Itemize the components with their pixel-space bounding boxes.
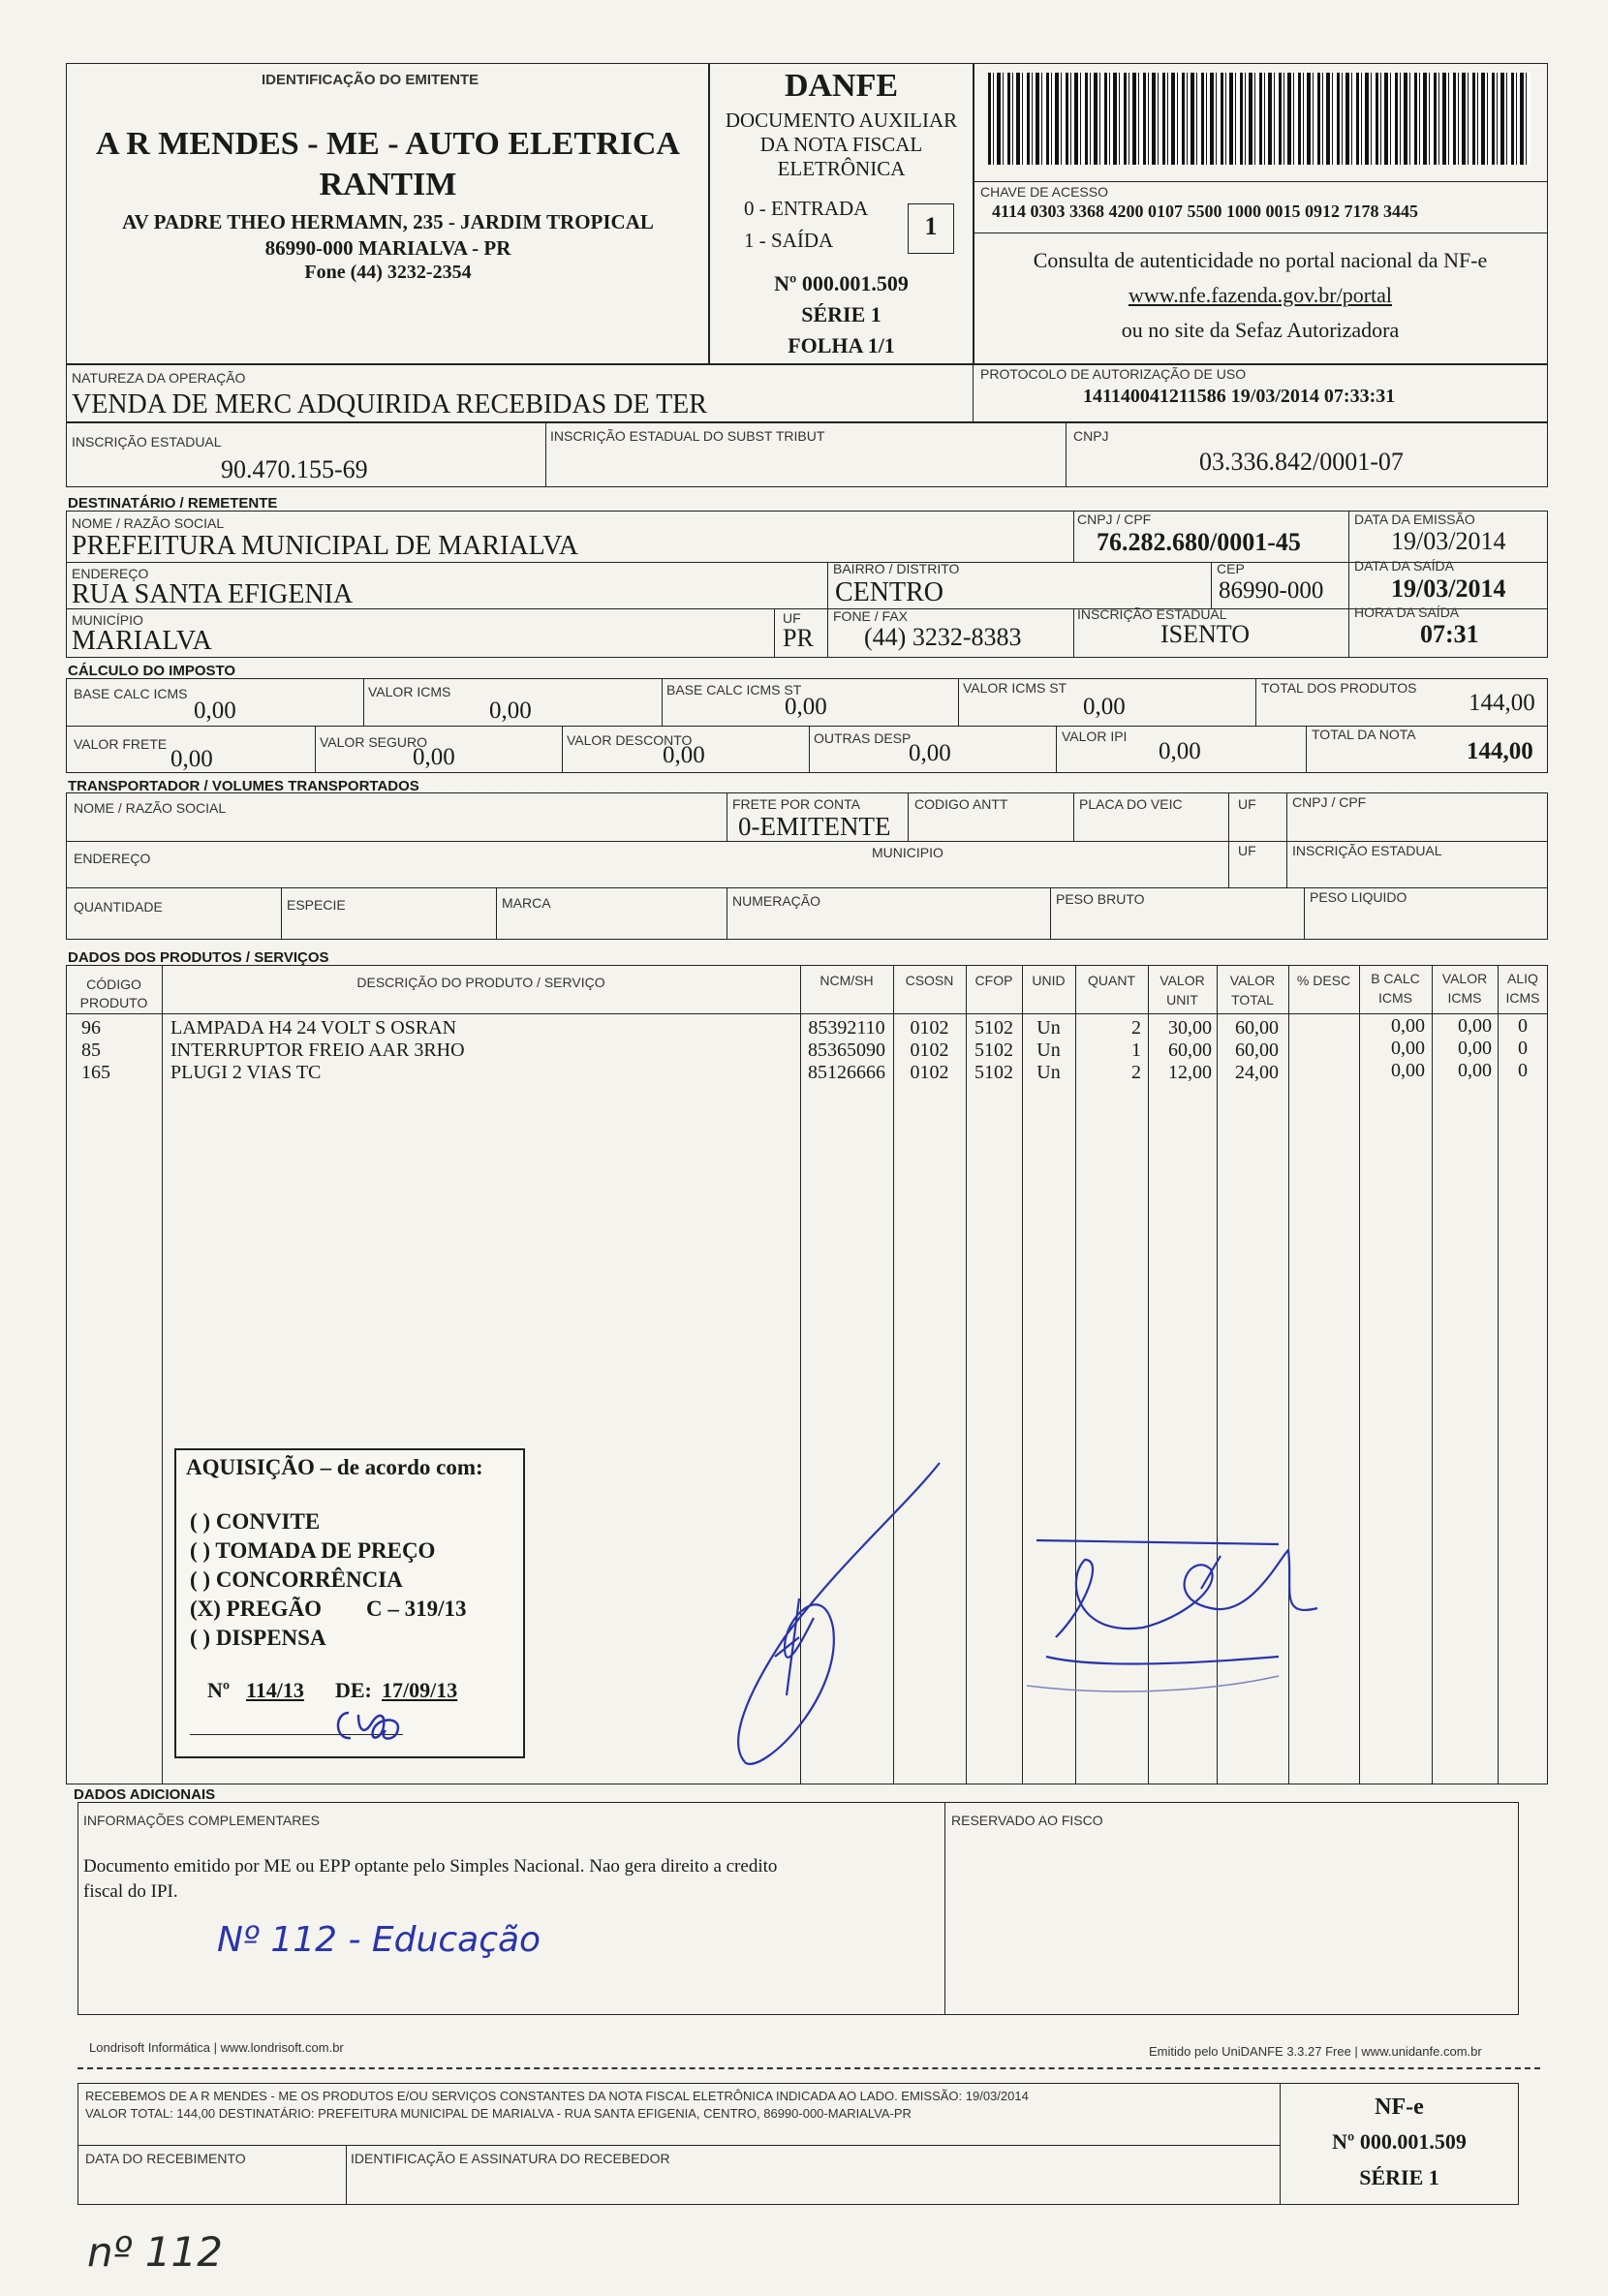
transp-ie-label: INSCRIÇÃO ESTADUAL — [1292, 843, 1442, 858]
protocolo-value: 141140041211586 19/03/2014 07:33:31 — [1083, 386, 1396, 407]
cell-codigo: 96 — [81, 1017, 101, 1039]
ie-value: 90.470.155-69 — [221, 455, 368, 483]
danfe-serie: SÉRIE 1 — [801, 302, 881, 326]
dest-bairro: CENTRO — [835, 577, 943, 607]
info-line-2: fiscal do IPI. — [83, 1881, 178, 1902]
cell-unid: Un — [1036, 1039, 1061, 1061]
h-vicms-1: VALOR — [1441, 971, 1488, 986]
dest-fone-label: FONE / FAX — [833, 608, 909, 624]
cell-descricao: PLUGI 2 VIAS TC — [170, 1062, 322, 1083]
danfe-title: DANFE — [784, 68, 899, 104]
transp-peso-liquido-label: PESO LIQUIDO — [1310, 889, 1407, 905]
dest-municipio-label: MUNICÍPIO — [72, 612, 143, 628]
handwritten-note: Nº 112 - Educação — [217, 1920, 541, 1960]
transportador-section: TRANSPORTADOR / VOLUMES TRANSPORTADOS — [68, 778, 419, 794]
emitente-nome-2: RANTIM — [319, 167, 457, 202]
dest-cnpj: 76.282.680/0001-45 — [1097, 528, 1301, 556]
signature-right — [1027, 1521, 1376, 1715]
dest-endereco-label: ENDEREÇO — [72, 566, 149, 581]
cell-bcalc: 0,00 — [1391, 1015, 1425, 1037]
transp-uf2-label: UF — [1238, 843, 1256, 858]
imposto-section: CÁLCULO DO IMPOSTO — [68, 663, 236, 679]
dest-bairro-label: BAIRRO / DISTRITO — [833, 561, 960, 576]
consulta-3: ou no site da Sefaz Autorizadora — [1121, 318, 1400, 342]
cell-aliq: 0 — [1518, 1060, 1528, 1081]
emitente-nome: A R MENDES - ME - AUTO ELETRICA — [96, 126, 680, 162]
footer-left: Londrisoft Informática | www.londrisoft.com.br — [89, 2040, 344, 2055]
cell-aliq: 0 — [1518, 1038, 1528, 1059]
emitente-label: IDENTIFICAÇÃO DO EMITENTE — [262, 72, 479, 88]
dest-nome: PREFEITURA MUNICIPAL DE MARIALVA — [72, 531, 579, 561]
fisco-label: RESERVADO AO FISCO — [951, 1813, 1103, 1828]
cnpj-label: CNPJ — [1073, 428, 1109, 444]
aquisicao-de: DE: — [335, 1678, 372, 1702]
base-st: 0,00 — [785, 694, 827, 720]
dest-hora: 07:31 — [1420, 620, 1479, 648]
transp-nome-label: NOME / RAZÃO SOCIAL — [74, 800, 227, 816]
h-vtotal-2: TOTAL — [1231, 992, 1274, 1008]
dest-saida-label: DATA DA SAÍDA — [1354, 558, 1454, 574]
cell-ncm: 85392110 — [808, 1017, 885, 1039]
cell-csosn: 0102 — [910, 1062, 949, 1083]
h-aliq-2: ICMS — [1505, 990, 1540, 1006]
aquisicao-pregao-num: C – 319/13 — [366, 1597, 467, 1621]
canhoto-text-2: VALOR TOTAL: 144,00 DESTINATÁRIO: PREFEITURA MUNICIPAL DE MARIALVA - RUA SANTA EFIGENIA, CENTRO, 86990-000-MARIALVA-PR — [85, 2106, 912, 2121]
cell-vtotal: 24,00 — [1235, 1062, 1279, 1083]
cell-cfop: 5102 — [974, 1039, 1013, 1061]
h-descricao: DESCRIÇÃO DO PRODUTO / SERVIÇO — [356, 975, 605, 990]
aquisicao-dispensa: ( ) DISPENSA — [190, 1626, 326, 1650]
transp-peso-bruto-label: PESO BRUTO — [1056, 891, 1145, 907]
frete-label: VALOR FRETE — [74, 736, 168, 752]
transp-municipio-label: MUNICIPIO — [872, 845, 943, 860]
cell-vtotal: 60,00 — [1235, 1017, 1279, 1039]
data-recebimento-label: DATA DO RECEBIMENTO — [85, 2151, 246, 2166]
aquisicao-num: 114/13 — [246, 1678, 304, 1702]
desconto: 0,00 — [663, 742, 705, 768]
ie-label: INSCRIÇÃO ESTADUAL — [72, 434, 222, 450]
h-bcalc-1: B CALC — [1371, 971, 1420, 986]
barcode — [988, 73, 1531, 165]
dest-cep: 86990-000 — [1219, 577, 1324, 604]
transp-frete: 0-EMITENTE — [738, 812, 891, 841]
cell-bcalc: 0,00 — [1391, 1060, 1425, 1081]
cell-descricao: INTERRUPTOR FREIO AAR 3RHO — [170, 1039, 465, 1061]
total-prod-label: TOTAL DOS PRODUTOS — [1261, 680, 1417, 696]
h-vunit-2: UNIT — [1166, 992, 1198, 1008]
dest-emissao: 19/03/2014 — [1391, 527, 1506, 555]
handnote-bottom: nº 112 — [87, 2228, 223, 2276]
chave-label: CHAVE DE ACESSO — [980, 184, 1109, 200]
ie-st-label: INSCRIÇÃO ESTADUAL DO SUBST TRIBUT — [550, 428, 825, 444]
h-produto: PRODUTO — [79, 995, 148, 1010]
valor-icms: 0,00 — [489, 698, 532, 724]
aquisicao-tomada: ( ) TOMADA DE PREÇO — [190, 1538, 436, 1563]
consulta-1: Consulta de autenticidade no portal nacional da NF-e — [1033, 248, 1488, 272]
dest-uf: PR — [783, 624, 814, 652]
aquisicao-title: AQUISIÇÃO – de acordo com: — [186, 1455, 483, 1479]
h-csosn: CSOSN — [905, 973, 954, 988]
danfe-entrada: 0 - ENTRADA — [744, 197, 869, 220]
danfe-saida: 1 - SAÍDA — [744, 229, 834, 252]
aquisicao-pregao: (X) PREGÃO — [190, 1597, 323, 1621]
valor-st-label: VALOR ICMS ST — [963, 680, 1067, 696]
signature-left — [727, 1453, 949, 1773]
seguro: 0,00 — [413, 744, 455, 770]
seguro-label: VALOR SEGURO — [320, 734, 427, 750]
dest-cnpj-label: CNPJ / CPF — [1077, 512, 1152, 527]
produtos-section: DADOS DOS PRODUTOS / SERVIÇOS — [68, 949, 329, 966]
dest-hora-label: HORA DA SAÍDA — [1354, 605, 1460, 620]
cell-quant: 1 — [1131, 1039, 1141, 1061]
cell-codigo: 85 — [81, 1039, 101, 1061]
aquisicao-data: 17/09/13 — [382, 1678, 458, 1702]
h-quant: QUANT — [1088, 973, 1135, 988]
frete: 0,00 — [170, 746, 213, 772]
adicionais-box — [77, 1802, 1519, 2015]
dest-endereco: RUA SANTA EFIGENIA — [72, 579, 354, 609]
dest-ie: ISENTO — [1160, 620, 1250, 648]
cell-aliq: 0 — [1518, 1015, 1528, 1037]
transp-marca-label: MARCA — [502, 895, 551, 911]
destinatario-section: DESTINATÁRIO / REMETENTE — [68, 495, 278, 512]
consulta-2[interactable]: www.nfe.fazenda.gov.br/portal — [1128, 283, 1393, 307]
initials-signature — [329, 1703, 417, 1748]
transp-antt-label: CODIGO ANTT — [914, 796, 1008, 812]
valor-st: 0,00 — [1083, 694, 1126, 720]
base-icms: 0,00 — [194, 698, 236, 724]
outras-label: OUTRAS DESP — [814, 730, 912, 746]
h-desc: % DESC — [1296, 973, 1351, 988]
natureza-value: VENDA DE MERC ADQUIRIDA RECEBIDAS DE TER — [72, 389, 707, 419]
cnpj-value: 03.336.842/0001-07 — [1199, 448, 1404, 476]
danfe-sub2: DA NOTA FISCAL — [759, 133, 923, 156]
ipi: 0,00 — [1159, 738, 1201, 764]
aquisicao-convite: ( ) CONVITE — [190, 1509, 321, 1534]
base-icms-label: BASE CALC ICMS — [74, 686, 188, 701]
canhoto-nfe: NF-e — [1375, 2094, 1424, 2120]
emitente-cidade: 86990-000 MARIALVA - PR — [264, 236, 511, 260]
natureza-label: NATUREZA DA OPERAÇÃO — [72, 370, 246, 386]
cell-quant: 2 — [1131, 1062, 1141, 1083]
transp-uf-label: UF — [1238, 796, 1256, 812]
danfe-sub1: DOCUMENTO AUXILIAR — [725, 109, 958, 132]
cell-cfop: 5102 — [974, 1062, 1013, 1083]
transp-numeracao-label: NUMERAÇÃO — [732, 893, 821, 909]
cell-ncm: 85365090 — [808, 1039, 885, 1061]
dest-saida: 19/03/2014 — [1391, 574, 1506, 603]
total-nota-label: TOTAL DA NOTA — [1312, 727, 1416, 742]
outras: 0,00 — [909, 740, 951, 766]
cell-ncm: 85126666 — [808, 1062, 885, 1083]
cell-vunit: 30,00 — [1168, 1017, 1212, 1039]
total-nota: 144,00 — [1467, 738, 1533, 764]
cell-vicms: 0,00 — [1458, 1015, 1492, 1037]
transp-cnpj-label: CNPJ / CPF — [1292, 794, 1367, 810]
dest-nome-label: NOME / RAZÃO SOCIAL — [72, 515, 225, 531]
dest-cep-label: CEP — [1217, 561, 1245, 576]
cell-csosn: 0102 — [910, 1017, 949, 1039]
transp-endereco-label: ENDEREÇO — [74, 851, 151, 866]
cell-unid: Un — [1036, 1017, 1061, 1039]
canhoto-serie: SÉRIE 1 — [1359, 2165, 1439, 2189]
valor-icms-label: VALOR ICMS — [368, 684, 451, 699]
cell-csosn: 0102 — [910, 1039, 949, 1061]
h-vunit-1: VALOR — [1160, 973, 1205, 988]
aquisicao-concorrencia: ( ) CONCORRÊNCIA — [190, 1567, 403, 1592]
cell-descricao: LAMPADA H4 24 VOLT S OSRAN — [170, 1017, 457, 1039]
canhoto-text-1: RECEBEMOS DE A R MENDES - ME OS PRODUTOS E/OU SERVIÇOS CONSTANTES DA NOTA FISCAL ELETRÔNICA INDICADA AO LADO. EMISSÃO: 19/03/2014 — [85, 2089, 1029, 2103]
base-st-label: BASE CALC ICMS ST — [666, 682, 802, 698]
danfe-sub3: ELETRÔNICA — [777, 157, 906, 180]
dest-fone: (44) 3232-8383 — [864, 623, 1022, 651]
cell-quant: 2 — [1131, 1017, 1141, 1039]
h-codigo: CÓDIGO — [86, 977, 141, 992]
transp-especie-label: ESPECIE — [287, 897, 346, 913]
cell-codigo: 165 — [81, 1062, 110, 1083]
h-bcalc-2: ICMS — [1378, 990, 1412, 1006]
cell-unid: Un — [1036, 1062, 1061, 1083]
cell-bcalc: 0,00 — [1391, 1038, 1425, 1059]
cell-vtotal: 60,00 — [1235, 1039, 1279, 1061]
aquisicao-num-prefix: Nº — [207, 1678, 231, 1702]
danfe-folha: FOLHA 1/1 — [788, 333, 895, 357]
cell-vunit: 60,00 — [1168, 1039, 1212, 1061]
emitente-endereco: AV PADRE THEO HERMAMN, 235 - JARDIM TROPICAL — [122, 210, 654, 233]
ipi-label: VALOR IPI — [1062, 729, 1128, 744]
danfe-numero: Nº 000.001.509 — [774, 271, 909, 295]
h-cfop: CFOP — [974, 973, 1013, 988]
dest-municipio: MARIALVA — [72, 626, 212, 656]
transp-placa-label: PLACA DO VEIC — [1079, 796, 1183, 812]
dest-ie-label: INSCRIÇÃO ESTADUAL — [1077, 606, 1227, 622]
transp-frete-label: FRETE POR CONTA — [732, 796, 860, 812]
h-unid: UNID — [1032, 973, 1066, 988]
protocolo-label: PROTOCOLO DE AUTORIZAÇÃO DE USO — [980, 366, 1247, 382]
chave-value: 4114 0303 3368 4200 0107 5500 1000 0015 0912 7178 3445 — [992, 202, 1419, 221]
footer-right: Emitido pelo UniDANFE 3.3.27 Free | www.unidanfe.com.br — [1149, 2044, 1482, 2059]
adicionais-section: DADOS ADICIONAIS — [74, 1786, 216, 1803]
h-ncm: NCM/SH — [819, 973, 874, 988]
assinatura-label: IDENTIFICAÇÃO E ASSINATURA DO RECEBEDOR — [351, 2151, 670, 2166]
dest-uf-label: UF — [783, 610, 801, 626]
total-prod: 144,00 — [1469, 690, 1535, 716]
desconto-label: VALOR DESCONTO — [567, 732, 693, 748]
cell-vicms: 0,00 — [1458, 1060, 1492, 1081]
canhoto-numero: Nº 000.001.509 — [1332, 2129, 1467, 2154]
cell-vicms: 0,00 — [1458, 1038, 1492, 1059]
emitente-fone: Fone (44) 3232-2354 — [304, 262, 472, 283]
cut-line — [77, 2067, 1540, 2069]
h-vtotal-1: VALOR — [1229, 973, 1276, 988]
danfe-tipo: 1 — [924, 212, 938, 240]
h-vicms-2: ICMS — [1447, 990, 1482, 1006]
info-label: INFORMAÇÕES COMPLEMENTARES — [83, 1813, 320, 1828]
h-aliq-1: ALIQ — [1507, 971, 1538, 986]
info-line-1: Documento emitido por ME ou EPP optante pelo Simples Nacional. Nao gera direito a credito — [83, 1856, 778, 1877]
cell-cfop: 5102 — [974, 1017, 1013, 1039]
dest-emissao-label: DATA DA EMISSÃO — [1354, 512, 1475, 527]
transp-qtd-label: QUANTIDADE — [74, 899, 163, 915]
cell-vunit: 12,00 — [1168, 1062, 1212, 1083]
